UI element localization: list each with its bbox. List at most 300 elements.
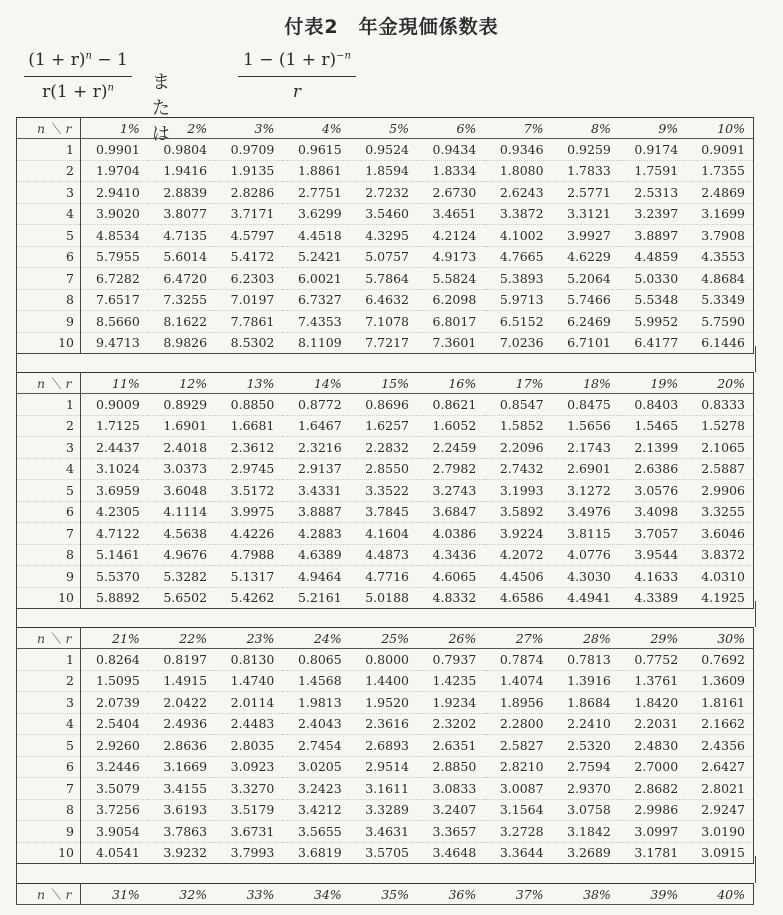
factor-cell: 5.9952 bbox=[619, 311, 686, 333]
factor-cell: 3.3522 bbox=[350, 480, 417, 502]
factor-cell: 0.8929 bbox=[148, 394, 215, 416]
factor-cell: 1.3609 bbox=[686, 670, 753, 692]
factor-cell: 4.8332 bbox=[417, 587, 484, 609]
table-row bbox=[17, 394, 754, 416]
factor-cell: 0.7692 bbox=[686, 649, 753, 671]
factor-cell: 5.3349 bbox=[686, 289, 753, 311]
factor-cell: 0.9524 bbox=[350, 139, 417, 161]
factor-cell: 3.3644 bbox=[484, 842, 551, 864]
rate-header: 14% bbox=[282, 373, 349, 394]
factor-cell: 7.3601 bbox=[417, 332, 484, 354]
factor-cell: 0.8403 bbox=[619, 394, 686, 416]
factor-cell: 0.8000 bbox=[350, 649, 417, 671]
factor-cell: 3.9927 bbox=[552, 225, 619, 247]
factor-cell: 3.6819 bbox=[282, 842, 349, 864]
factor-cell: 3.5079 bbox=[81, 778, 148, 800]
factor-cell: 2.4018 bbox=[148, 437, 215, 459]
factor-cell: 3.5172 bbox=[215, 480, 282, 502]
factor-cell: 3.0087 bbox=[484, 778, 551, 800]
factor-cell: 0.9709 bbox=[215, 139, 282, 161]
period-cell: 10 bbox=[17, 842, 81, 864]
factor-cell: 3.9224 bbox=[484, 523, 551, 545]
rate-header: 11% bbox=[81, 373, 148, 394]
table-row bbox=[17, 160, 754, 182]
factor-cell: 4.3030 bbox=[552, 566, 619, 588]
factor-cell: 7.1078 bbox=[350, 311, 417, 333]
factor-cell: 3.7171 bbox=[215, 203, 282, 225]
factor-cell: 1.6901 bbox=[148, 415, 215, 437]
factor-cell: 5.6502 bbox=[148, 587, 215, 609]
factor-cell: 1.9416 bbox=[148, 160, 215, 182]
factor-cell: 2.9410 bbox=[81, 182, 148, 204]
factor-cell: 2.4043 bbox=[282, 713, 349, 735]
factor-cell: 2.6351 bbox=[417, 735, 484, 757]
factor-cell: 2.3216 bbox=[282, 437, 349, 459]
rate-header: 13% bbox=[215, 373, 282, 394]
factor-cell: 2.9137 bbox=[282, 458, 349, 480]
factor-cell: 1.9135 bbox=[215, 160, 282, 182]
formula-left-numerator: (1 + r) bbox=[28, 50, 86, 70]
rate-header: 16% bbox=[417, 373, 484, 394]
table-row bbox=[17, 544, 754, 566]
factor-cell: 3.1564 bbox=[484, 799, 551, 821]
rate-header: 17% bbox=[484, 373, 551, 394]
table-row bbox=[17, 139, 754, 161]
rate-header: 40% bbox=[686, 884, 753, 905]
factor-cell: 1.4568 bbox=[282, 670, 349, 692]
factor-cell: 2.4830 bbox=[619, 735, 686, 757]
factor-cell: 2.4869 bbox=[686, 182, 753, 204]
factor-cell: 5.3282 bbox=[148, 566, 215, 588]
factor-cell: 6.4632 bbox=[350, 289, 417, 311]
factor-cell: 3.3657 bbox=[417, 821, 484, 843]
period-cell: 8 bbox=[17, 544, 81, 566]
factor-cell: 2.6243 bbox=[484, 182, 551, 204]
factor-cell: 2.9370 bbox=[552, 778, 619, 800]
rate-header: 28% bbox=[552, 628, 619, 649]
period-cell: 10 bbox=[17, 587, 81, 609]
factor-cell: 4.7988 bbox=[215, 544, 282, 566]
factor-cell: 3.7863 bbox=[148, 821, 215, 843]
period-cell: 10 bbox=[17, 332, 81, 354]
factor-cell: 2.3202 bbox=[417, 713, 484, 735]
period-cell: 9 bbox=[17, 566, 81, 588]
table-row bbox=[17, 501, 754, 523]
table-block bbox=[16, 627, 754, 864]
factor-cell: 3.4098 bbox=[619, 501, 686, 523]
table-row bbox=[17, 458, 754, 480]
corner-label: n ＼ r bbox=[17, 628, 81, 649]
factor-cell: 4.4941 bbox=[552, 587, 619, 609]
factor-cell: 2.9260 bbox=[81, 735, 148, 757]
rate-header: 35% bbox=[350, 884, 417, 905]
factor-cell: 4.3553 bbox=[686, 246, 753, 268]
factor-cell: 3.4648 bbox=[417, 842, 484, 864]
factor-cell: 2.6893 bbox=[350, 735, 417, 757]
period-cell: 9 bbox=[17, 311, 81, 333]
factor-cell: 6.7101 bbox=[552, 332, 619, 354]
factor-cell: 2.8550 bbox=[350, 458, 417, 480]
factor-cell: 1.6467 bbox=[282, 415, 349, 437]
formula-or: または bbox=[152, 72, 170, 145]
factor-cell: 4.2883 bbox=[282, 523, 349, 545]
factor-cell: 4.4518 bbox=[282, 225, 349, 247]
factor-cell: 6.1446 bbox=[686, 332, 753, 354]
factor-cell: 3.6731 bbox=[215, 821, 282, 843]
factor-cell: 2.2096 bbox=[484, 437, 551, 459]
factor-cell: 0.8130 bbox=[215, 649, 282, 671]
factor-cell: 3.9975 bbox=[215, 501, 282, 523]
factor-cell: 0.7752 bbox=[619, 649, 686, 671]
factor-cell: 1.9813 bbox=[282, 692, 349, 714]
factor-cell: 1.4740 bbox=[215, 670, 282, 692]
factor-cell: 3.5705 bbox=[350, 842, 417, 864]
formula-right-numerator-exponent: −n bbox=[336, 50, 351, 62]
rate-header: 10% bbox=[686, 118, 753, 139]
rate-header: 25% bbox=[350, 628, 417, 649]
factor-cell: 2.6730 bbox=[417, 182, 484, 204]
factor-cell: 2.0739 bbox=[81, 692, 148, 714]
factor-cell: 3.0205 bbox=[282, 756, 349, 778]
factor-cell: 2.4437 bbox=[81, 437, 148, 459]
factor-cell: 1.8420 bbox=[619, 692, 686, 714]
factor-cell: 4.0310 bbox=[686, 566, 753, 588]
factor-cell: 0.7813 bbox=[552, 649, 619, 671]
rate-header: 37% bbox=[484, 884, 551, 905]
factor-cell: 1.5465 bbox=[619, 415, 686, 437]
factor-cell: 3.2397 bbox=[619, 203, 686, 225]
factor-cell: 4.7665 bbox=[484, 246, 551, 268]
factor-cell: 3.2407 bbox=[417, 799, 484, 821]
factor-cell: 4.4873 bbox=[350, 544, 417, 566]
factor-cell: 1.7125 bbox=[81, 415, 148, 437]
factor-cell: 3.4155 bbox=[148, 778, 215, 800]
factor-cell: 3.2423 bbox=[282, 778, 349, 800]
factor-cell: 5.8892 bbox=[81, 587, 148, 609]
factor-cell: 2.2800 bbox=[484, 713, 551, 735]
factor-cell: 2.7751 bbox=[282, 182, 349, 204]
factor-cell: 7.0236 bbox=[484, 332, 551, 354]
table-row bbox=[17, 735, 754, 757]
factor-cell: 2.0422 bbox=[148, 692, 215, 714]
period-cell: 3 bbox=[17, 692, 81, 714]
formula-left-numerator-tail: − 1 bbox=[91, 50, 128, 70]
factor-cell: 3.5179 bbox=[215, 799, 282, 821]
factor-cell: 3.8372 bbox=[686, 544, 753, 566]
factor-cell: 3.7256 bbox=[81, 799, 148, 821]
factor-cell: 2.1065 bbox=[686, 437, 753, 459]
factor-cell: 0.9804 bbox=[148, 139, 215, 161]
period-cell: 1 bbox=[17, 649, 81, 671]
factor-cell: 2.6427 bbox=[686, 756, 753, 778]
factor-cell: 5.1317 bbox=[215, 566, 282, 588]
factor-cell: 2.5887 bbox=[686, 458, 753, 480]
period-cell: 4 bbox=[17, 203, 81, 225]
factor-cell: 1.6257 bbox=[350, 415, 417, 437]
period-cell: 6 bbox=[17, 246, 81, 268]
factor-cell: 1.5852 bbox=[484, 415, 551, 437]
period-cell: 4 bbox=[17, 458, 81, 480]
factor-cell: 1.8080 bbox=[484, 160, 551, 182]
factor-cell: 1.6681 bbox=[215, 415, 282, 437]
factor-cell: 3.4651 bbox=[417, 203, 484, 225]
factor-cell: 2.9906 bbox=[686, 480, 753, 502]
factor-cell: 3.6193 bbox=[148, 799, 215, 821]
table-row bbox=[17, 523, 754, 545]
factor-cell: 2.4356 bbox=[686, 735, 753, 757]
factor-cell: 2.7000 bbox=[619, 756, 686, 778]
factor-cell: 2.9247 bbox=[686, 799, 753, 821]
factor-cell: 3.2728 bbox=[484, 821, 551, 843]
factor-cell: 0.9434 bbox=[417, 139, 484, 161]
factor-cell: 1.9520 bbox=[350, 692, 417, 714]
factor-cell: 4.6229 bbox=[552, 246, 619, 268]
block-spacer bbox=[16, 856, 756, 883]
table-row bbox=[17, 289, 754, 311]
factor-cell: 0.8065 bbox=[282, 649, 349, 671]
header-row bbox=[17, 373, 754, 394]
table-row bbox=[17, 692, 754, 714]
factor-cell: 2.5827 bbox=[484, 735, 551, 757]
factor-cell: 2.7232 bbox=[350, 182, 417, 204]
factor-cell: 5.7955 bbox=[81, 246, 148, 268]
factor-cell: 5.1461 bbox=[81, 544, 148, 566]
table-row bbox=[17, 713, 754, 735]
factor-cell: 0.7937 bbox=[417, 649, 484, 671]
factor-cell: 6.7282 bbox=[81, 268, 148, 290]
rate-header: 36% bbox=[417, 884, 484, 905]
factor-cell: 5.0188 bbox=[350, 587, 417, 609]
factor-cell: 3.4976 bbox=[552, 501, 619, 523]
factor-cell: 4.4226 bbox=[215, 523, 282, 545]
factor-cell: 3.0576 bbox=[619, 480, 686, 502]
factor-cell: 0.8333 bbox=[686, 394, 753, 416]
factor-cell: 5.7466 bbox=[552, 289, 619, 311]
factor-cell: 4.5638 bbox=[148, 523, 215, 545]
rate-header: 38% bbox=[552, 884, 619, 905]
table-row bbox=[17, 225, 754, 247]
factor-cell: 3.6046 bbox=[686, 523, 753, 545]
table-row bbox=[17, 246, 754, 268]
factor-cell: 3.1842 bbox=[552, 821, 619, 843]
factor-cell: 3.3121 bbox=[552, 203, 619, 225]
period-cell: 5 bbox=[17, 225, 81, 247]
rate-header: 30% bbox=[686, 628, 753, 649]
factor-cell: 3.8115 bbox=[552, 523, 619, 545]
factor-cell: 3.8887 bbox=[282, 501, 349, 523]
factor-cell: 8.5660 bbox=[81, 311, 148, 333]
period-cell: 2 bbox=[17, 160, 81, 182]
factor-cell: 2.7454 bbox=[282, 735, 349, 757]
factor-cell: 4.2124 bbox=[417, 225, 484, 247]
factor-cell: 3.0758 bbox=[552, 799, 619, 821]
factor-cell: 0.8850 bbox=[215, 394, 282, 416]
factor-cell: 4.1925 bbox=[686, 587, 753, 609]
factor-cell: 8.9826 bbox=[148, 332, 215, 354]
formula-left-fraction bbox=[24, 50, 132, 102]
table-row bbox=[17, 799, 754, 821]
corner-label: n ＼ r bbox=[17, 884, 81, 905]
factor-cell: 2.1743 bbox=[552, 437, 619, 459]
table-row bbox=[17, 649, 754, 671]
table-row bbox=[17, 821, 754, 843]
factor-cell: 3.9020 bbox=[81, 203, 148, 225]
factor-cell: 3.3872 bbox=[484, 203, 551, 225]
factor-cell: 8.1622 bbox=[148, 311, 215, 333]
factor-cell: 4.7135 bbox=[148, 225, 215, 247]
factor-cell: 2.1662 bbox=[686, 713, 753, 735]
table-row bbox=[17, 415, 754, 437]
factor-cell: 2.8210 bbox=[484, 756, 551, 778]
factor-cell: 3.2689 bbox=[552, 842, 619, 864]
factor-cell: 2.6901 bbox=[552, 458, 619, 480]
factor-cell: 4.3389 bbox=[619, 587, 686, 609]
rate-header: 4% bbox=[282, 118, 349, 139]
factor-cell: 1.8956 bbox=[484, 692, 551, 714]
factor-cell: 4.3295 bbox=[350, 225, 417, 247]
factor-cell: 4.9464 bbox=[282, 566, 349, 588]
factor-cell: 3.1272 bbox=[552, 480, 619, 502]
rate-header: 23% bbox=[215, 628, 282, 649]
formula-left-denominator-exponent: n bbox=[107, 82, 114, 94]
formula-right-fraction bbox=[238, 50, 356, 102]
factor-cell: 3.1669 bbox=[148, 756, 215, 778]
factor-cell: 4.8534 bbox=[81, 225, 148, 247]
factor-cell: 1.9234 bbox=[417, 692, 484, 714]
factor-cell: 5.4262 bbox=[215, 587, 282, 609]
rate-header: 21% bbox=[81, 628, 148, 649]
factor-cell: 3.9544 bbox=[619, 544, 686, 566]
factor-cell: 3.5655 bbox=[282, 821, 349, 843]
factor-cell: 0.8696 bbox=[350, 394, 417, 416]
factor-cell: 1.3916 bbox=[552, 670, 619, 692]
table-block bbox=[16, 117, 754, 354]
factor-cell: 2.8839 bbox=[148, 182, 215, 204]
factor-cell: 0.8547 bbox=[484, 394, 551, 416]
period-cell: 2 bbox=[17, 670, 81, 692]
factor-cell: 6.4177 bbox=[619, 332, 686, 354]
factor-cell: 2.4483 bbox=[215, 713, 282, 735]
table-row bbox=[17, 480, 754, 502]
factor-cell: 1.7833 bbox=[552, 160, 619, 182]
rate-header: 18% bbox=[552, 373, 619, 394]
rate-header: 33% bbox=[215, 884, 282, 905]
factor-cell: 2.8286 bbox=[215, 182, 282, 204]
factor-cell: 4.1002 bbox=[484, 225, 551, 247]
factor-cell: 4.9173 bbox=[417, 246, 484, 268]
factor-cell: 3.7908 bbox=[686, 225, 753, 247]
factor-cell: 2.5313 bbox=[619, 182, 686, 204]
factor-cell: 5.7864 bbox=[350, 268, 417, 290]
rate-header: 9% bbox=[619, 118, 686, 139]
rate-header: 22% bbox=[148, 628, 215, 649]
factor-cell: 0.8772 bbox=[282, 394, 349, 416]
factor-cell: 4.1604 bbox=[350, 523, 417, 545]
factor-cell: 3.7057 bbox=[619, 523, 686, 545]
factor-cell: 0.9901 bbox=[81, 139, 148, 161]
rate-header: 26% bbox=[417, 628, 484, 649]
factor-cell: 3.4631 bbox=[350, 821, 417, 843]
table-block bbox=[16, 372, 754, 609]
factor-cell: 5.7590 bbox=[686, 311, 753, 333]
period-cell: 3 bbox=[17, 182, 81, 204]
rate-header: 12% bbox=[148, 373, 215, 394]
factor-cell: 2.8035 bbox=[215, 735, 282, 757]
factor-cell: 3.1781 bbox=[619, 842, 686, 864]
factor-cell: 3.7993 bbox=[215, 842, 282, 864]
factor-cell: 2.8850 bbox=[417, 756, 484, 778]
factor-cell: 1.4400 bbox=[350, 670, 417, 692]
factor-cell: 2.9745 bbox=[215, 458, 282, 480]
rate-header: 1% bbox=[81, 118, 148, 139]
factor-cell: 5.3893 bbox=[484, 268, 551, 290]
factor-cell: 6.7327 bbox=[282, 289, 349, 311]
factor-cell: 3.9054 bbox=[81, 821, 148, 843]
factor-cell: 4.8684 bbox=[686, 268, 753, 290]
factor-cell: 2.7432 bbox=[484, 458, 551, 480]
factor-cell: 5.6014 bbox=[148, 246, 215, 268]
factor-cell: 4.0541 bbox=[81, 842, 148, 864]
header-row bbox=[17, 118, 754, 139]
factor-cell: 4.2305 bbox=[81, 501, 148, 523]
table-row bbox=[17, 268, 754, 290]
factor-cell: 4.1633 bbox=[619, 566, 686, 588]
factor-cell: 1.5095 bbox=[81, 670, 148, 692]
rate-header: 29% bbox=[619, 628, 686, 649]
period-cell: 8 bbox=[17, 289, 81, 311]
factor-cell: 9.4713 bbox=[81, 332, 148, 354]
factor-cell: 7.6517 bbox=[81, 289, 148, 311]
factor-cell: 0.7874 bbox=[484, 649, 551, 671]
factor-cell: 4.2072 bbox=[484, 544, 551, 566]
factor-cell: 3.1993 bbox=[484, 480, 551, 502]
header-row bbox=[17, 628, 754, 649]
factor-cell: 3.7845 bbox=[350, 501, 417, 523]
factor-cell: 7.7217 bbox=[350, 332, 417, 354]
factor-cell: 3.5460 bbox=[350, 203, 417, 225]
factor-cell: 2.3612 bbox=[215, 437, 282, 459]
factor-cell: 1.8334 bbox=[417, 160, 484, 182]
factor-cell: 2.7982 bbox=[417, 458, 484, 480]
factor-cell: 4.1114 bbox=[148, 501, 215, 523]
factor-cell: 3.0997 bbox=[619, 821, 686, 843]
factor-cell: 0.9615 bbox=[282, 139, 349, 161]
formula-right-denominator: r bbox=[292, 82, 302, 102]
factor-cell: 2.1399 bbox=[619, 437, 686, 459]
factor-cell: 3.3255 bbox=[686, 501, 753, 523]
factor-cell: 6.0021 bbox=[282, 268, 349, 290]
table-row bbox=[17, 311, 754, 333]
factor-cell: 3.4331 bbox=[282, 480, 349, 502]
period-cell: 3 bbox=[17, 437, 81, 459]
period-cell: 1 bbox=[17, 139, 81, 161]
rate-header: 8% bbox=[552, 118, 619, 139]
factor-cell: 8.1109 bbox=[282, 332, 349, 354]
factor-cell: 2.2410 bbox=[552, 713, 619, 735]
factor-cell: 3.8897 bbox=[619, 225, 686, 247]
factor-cell: 6.8017 bbox=[417, 311, 484, 333]
factor-cell: 5.9713 bbox=[484, 289, 551, 311]
factor-cell: 2.6386 bbox=[619, 458, 686, 480]
period-cell: 7 bbox=[17, 523, 81, 545]
rate-header: 34% bbox=[282, 884, 349, 905]
factor-cell: 4.6389 bbox=[282, 544, 349, 566]
formula-left-denominator: r(1 + r) bbox=[42, 82, 108, 102]
block-spacer bbox=[16, 346, 756, 372]
table-row bbox=[17, 437, 754, 459]
factor-cell: 3.5892 bbox=[484, 501, 551, 523]
factor-cell: 3.1611 bbox=[350, 778, 417, 800]
